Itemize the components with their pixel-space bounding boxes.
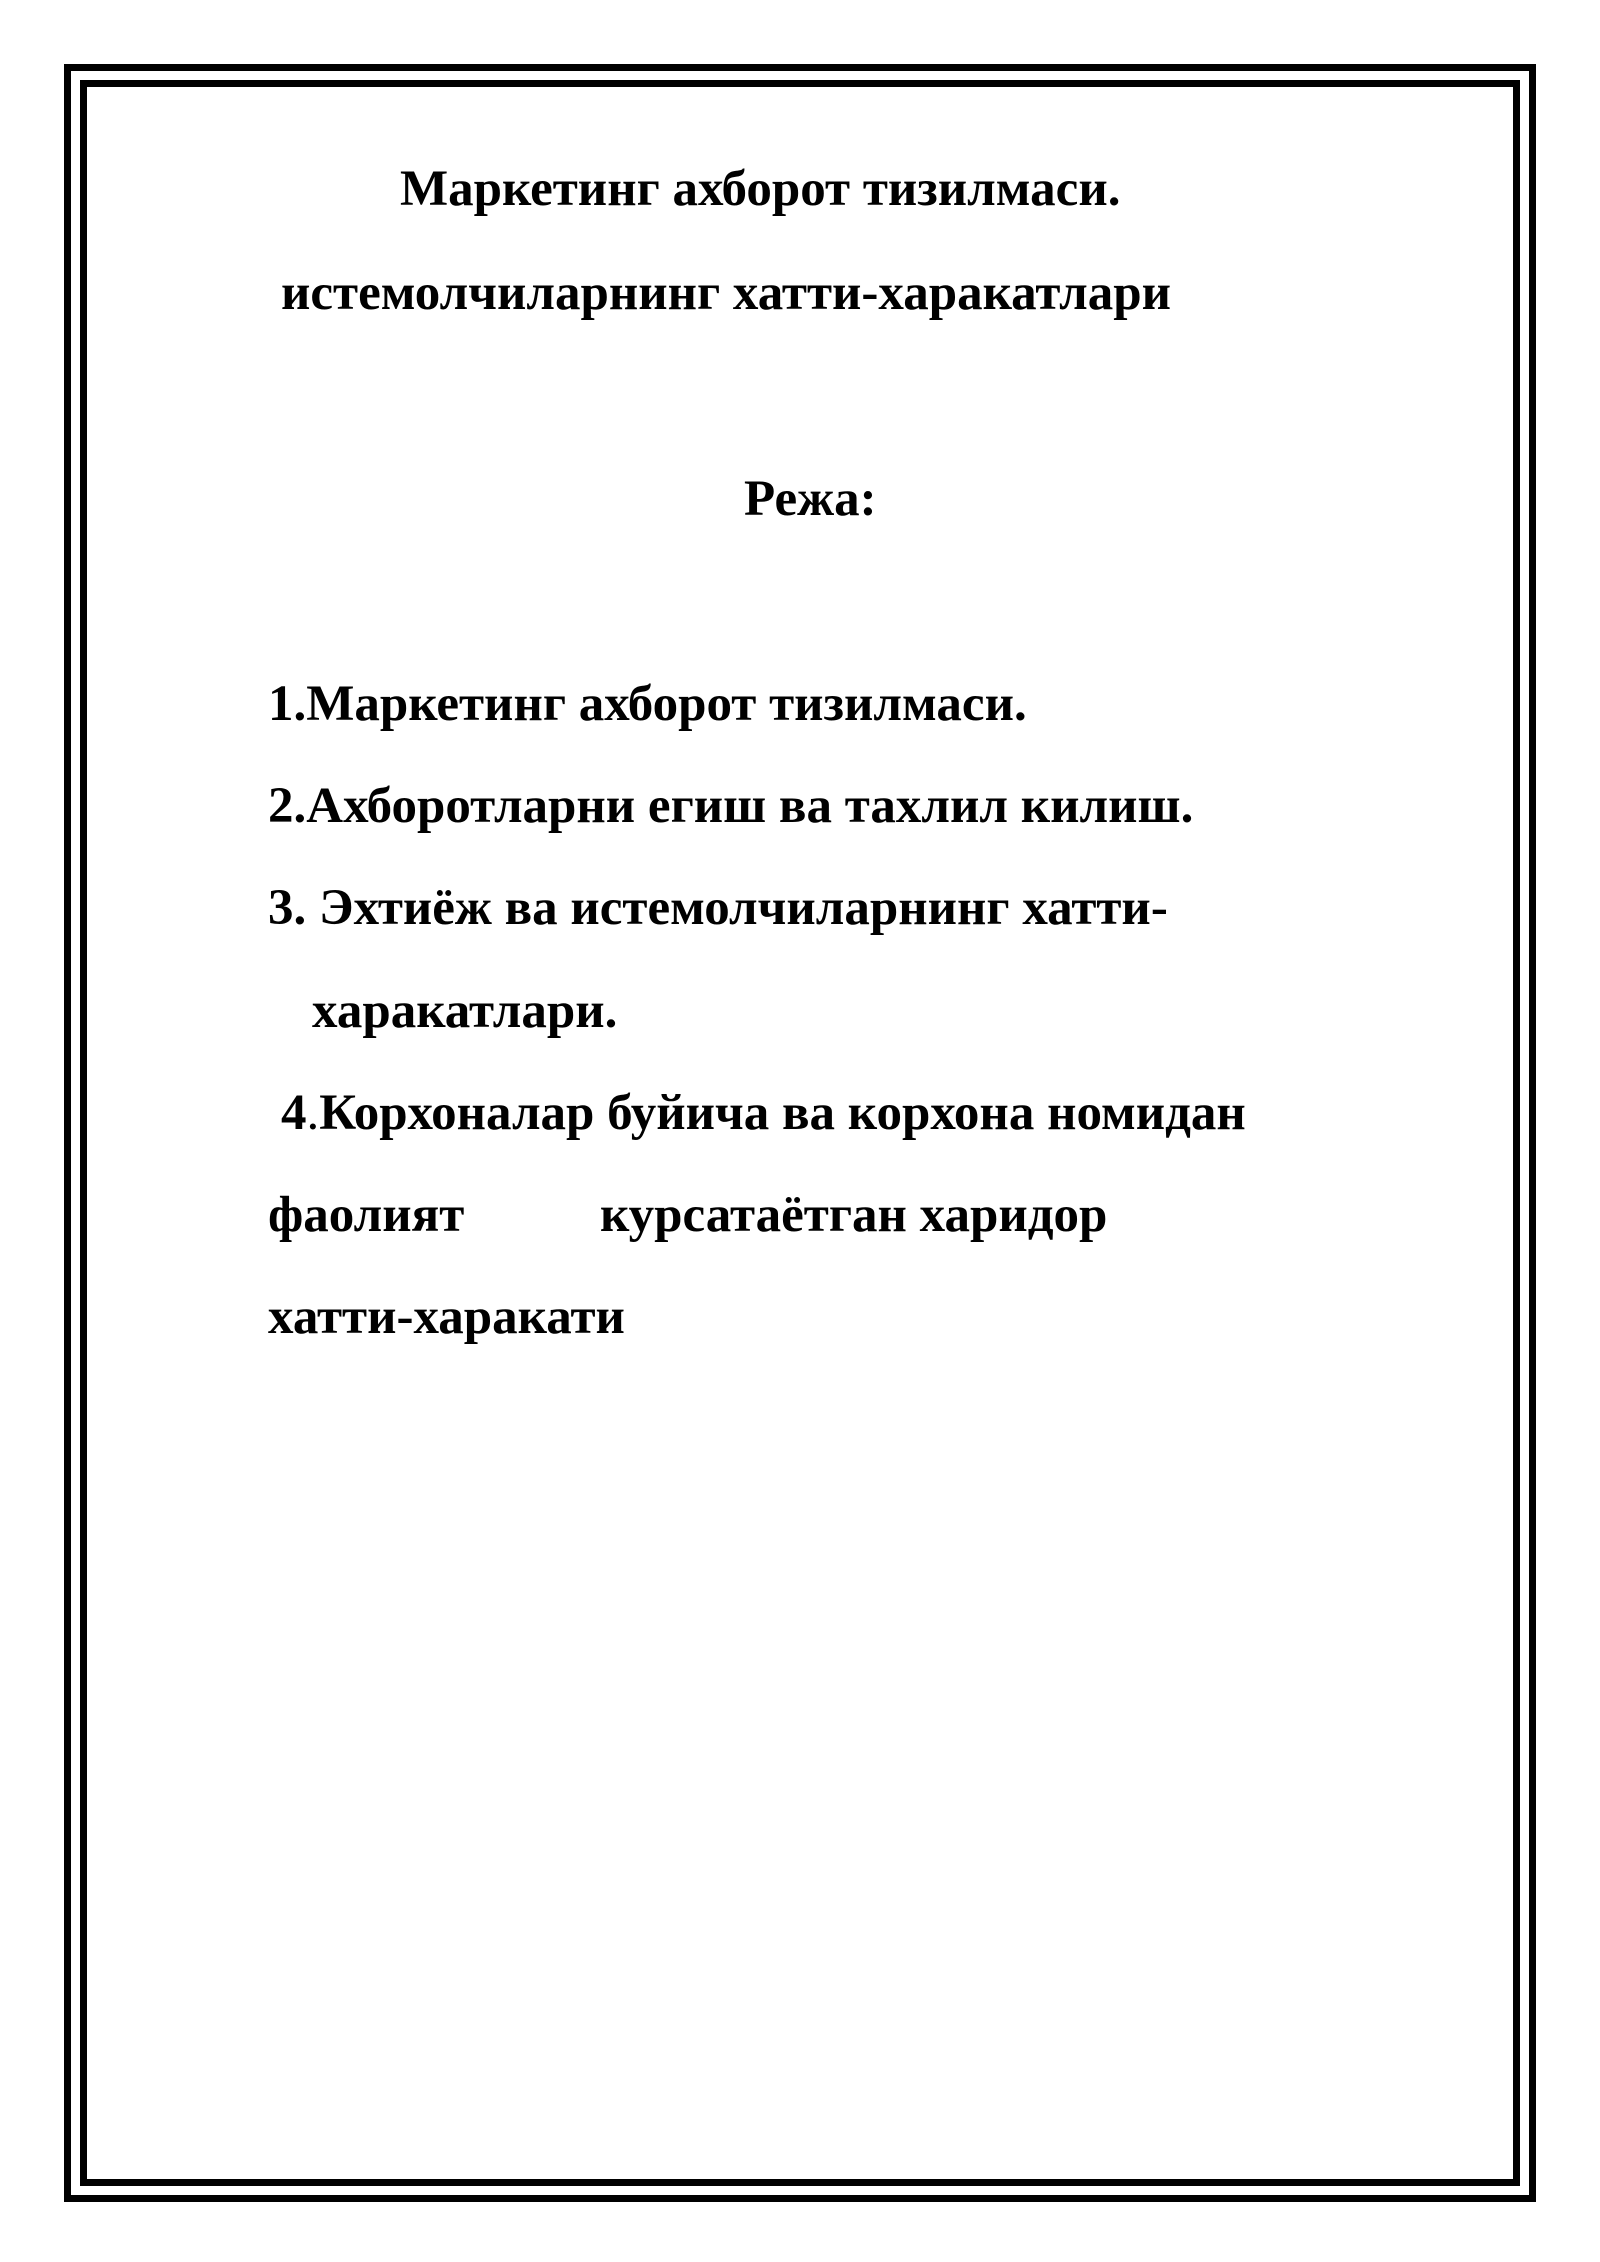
plan-item-2: 2.Ахборотларни егиш ва тахлил килиш. — [268, 778, 1194, 834]
plan-item-3-line2: харакатлари. — [312, 983, 618, 1039]
plan-heading: Режа: — [744, 471, 877, 527]
plan-item-4-line2-part1: фаолият — [268, 1187, 465, 1243]
plan-item-4-line3: хатти-харакати — [268, 1289, 625, 1345]
plan-item-4-number: 4 — [281, 1085, 307, 1141]
plan-item-4-dot: . — [306, 1085, 320, 1141]
plan-item-1: 1.Маркетинг ахборот тизилмаси. — [268, 676, 1027, 732]
plan-item-4-line2-part2: курсатаётган харидор — [600, 1187, 1108, 1243]
plan-item-4-text-line1: Корхоналар буйича ва корхона номидан — [319, 1085, 1246, 1141]
plan-item-3-line1: 3. Эхтиёж ва истемолчиларнинг хатти- — [268, 880, 1168, 936]
plan-item-4-line1 — [281, 1085, 1246, 1141]
document-title-line2: истемолчиларнинг хатти-харакатлари — [281, 265, 1172, 321]
document-title-line1: Маркетинг ахборот тизилмаси. — [400, 161, 1121, 217]
